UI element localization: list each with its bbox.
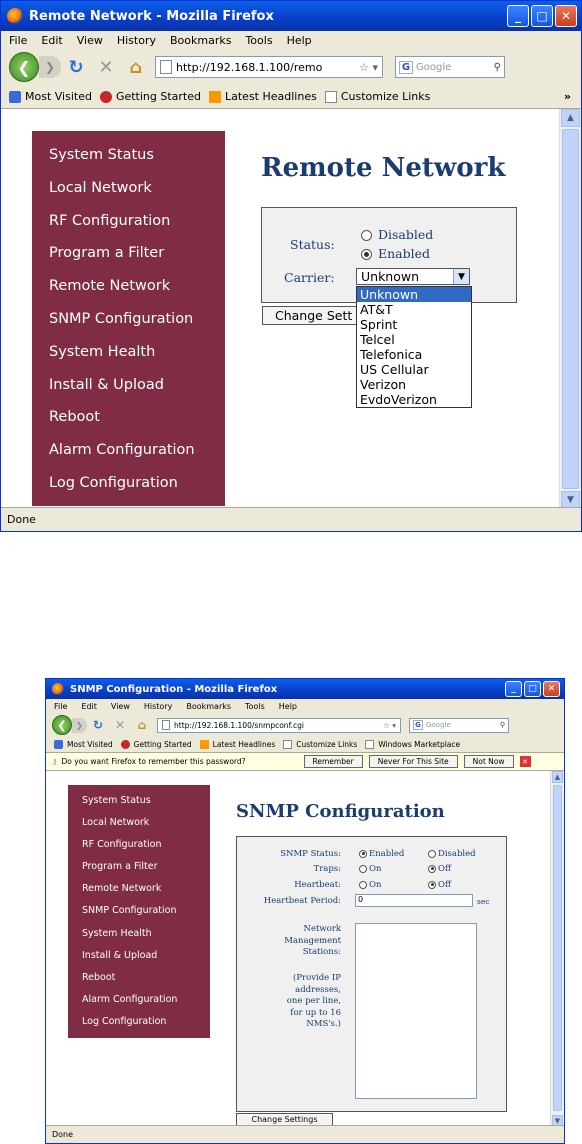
bookmark-latest-headlines[interactable]: Latest Headlines <box>209 90 317 103</box>
menu-help[interactable]: Help <box>286 33 312 47</box>
most-visited-icon <box>54 740 63 749</box>
minimize-button[interactable]: _ <box>507 5 529 27</box>
page-title: Remote Network <box>261 153 506 183</box>
status-disabled-option[interactable]: Disabled <box>361 227 433 242</box>
bookmark-customize-links[interactable]: Customize Links <box>325 90 431 103</box>
close-notification-icon[interactable]: ✕ <box>520 756 531 767</box>
sidebar-item-remote-network[interactable]: Remote Network <box>82 883 162 895</box>
sidebar-item-reboot[interactable]: Reboot <box>82 971 116 983</box>
firefox-logo-icon <box>7 8 23 24</box>
radio-traps-on[interactable] <box>359 865 367 873</box>
heartbeat-label: Heartbeat: <box>294 880 341 890</box>
browser-window-snmp-configuration <box>45 678 565 1144</box>
bookmarks-toolbar <box>46 737 564 753</box>
forward-button[interactable]: ❯ <box>72 718 87 733</box>
sidebar-item-rf-configuration[interactable]: RF Configuration <box>82 839 162 851</box>
reload-icon[interactable]: ↻ <box>92 718 104 732</box>
menu-history[interactable]: History <box>116 33 156 47</box>
sidebar-item-log-configuration[interactable]: Log Configuration <box>82 1015 167 1027</box>
carrier-dropdown-list <box>356 286 472 408</box>
sidebar-item-local-network[interactable]: Local Network <box>82 817 150 829</box>
bookmark-star-icon[interactable]: ☆ ▾ <box>359 60 378 74</box>
menu-tools[interactable]: Tools <box>245 33 273 47</box>
heartbeat-off-option[interactable]: Off <box>428 880 451 890</box>
scroll-down-icon[interactable]: ▼ <box>552 1115 563 1127</box>
sidebar-item-system-health[interactable]: System Health <box>49 343 156 360</box>
radio-heartbeat-on[interactable] <box>359 881 367 889</box>
menu-tools[interactable]: Tools <box>245 701 265 711</box>
password-prompt: Do you want Firefox to remember this password? <box>61 757 246 766</box>
search-bar[interactable] <box>395 56 505 78</box>
navigation-toolbar <box>46 713 564 737</box>
carrier-selected-value: Unknown <box>361 269 420 284</box>
bookmarks-overflow-icon[interactable]: » <box>563 90 571 103</box>
rss-icon <box>209 91 221 103</box>
key-icon: ⚷ <box>52 757 58 766</box>
heartbeat-unit: sec <box>477 897 490 906</box>
bookmark-latest-headlines[interactable]: Latest Headlines <box>200 740 276 749</box>
stop-icon[interactable]: ✕ <box>98 56 114 78</box>
nms-help-text: (Provide IP addresses, one per line, for up to 16 NMS's.) <box>286 973 341 1029</box>
status-bar <box>1 507 581 531</box>
bookmark-star-icon[interactable]: ☆ ▾ <box>383 720 396 730</box>
scroll-up-icon[interactable]: ▲ <box>552 771 563 783</box>
menu-bookmarks[interactable]: Bookmarks <box>186 701 232 711</box>
bookmark-most-visited[interactable]: Most Visited <box>54 740 113 749</box>
search-icon[interactable]: ⚲ <box>499 721 505 729</box>
maximize-button[interactable]: □ <box>531 5 553 27</box>
nms-stations-textarea[interactable] <box>355 923 477 1099</box>
menu-view[interactable]: View <box>76 33 103 47</box>
carrier-option-telefonica[interactable]: Telefonica <box>360 347 423 362</box>
search-input[interactable]: Google <box>416 61 452 73</box>
carrier-label: Carrier: <box>284 270 335 285</box>
carrier-option-sprint[interactable]: Sprint <box>360 317 398 332</box>
carrier-select[interactable] <box>356 268 470 285</box>
menu-edit[interactable]: Edit <box>41 33 63 47</box>
page-icon <box>283 740 292 749</box>
sidebar-item-snmp-configuration[interactable]: SNMP Configuration <box>49 310 194 327</box>
page-icon <box>325 91 337 103</box>
menu-bar <box>1 31 581 49</box>
bookmarks-toolbar <box>1 85 581 109</box>
getting-started-icon <box>100 91 112 103</box>
chevron-down-icon[interactable]: ▼ <box>453 269 469 284</box>
close-button[interactable]: ✕ <box>543 681 560 697</box>
most-visited-icon <box>9 91 21 103</box>
search-input[interactable]: Google <box>426 721 451 729</box>
sidebar-nav <box>32 131 225 506</box>
not-now-button[interactable]: Not Now <box>464 755 514 768</box>
url-bar[interactable] <box>157 718 401 733</box>
url-bar[interactable] <box>155 56 383 78</box>
page-icon <box>162 720 170 730</box>
radio-snmp-disabled[interactable] <box>428 850 436 858</box>
sidebar-item-alarm-configuration[interactable]: Alarm Configuration <box>82 993 178 1005</box>
carrier-option-us-cellular[interactable]: US Cellular <box>360 362 429 377</box>
window-title: Remote Network - Mozilla Firefox <box>29 8 274 24</box>
radio-disabled[interactable] <box>361 230 372 241</box>
sidebar-item-local-network[interactable]: Local Network <box>49 179 152 196</box>
home-icon[interactable]: ⌂ <box>137 718 147 732</box>
google-icon[interactable]: G <box>399 61 413 74</box>
scroll-thumb[interactable] <box>562 129 579 489</box>
scroll-thumb[interactable] <box>553 785 562 1111</box>
carrier-option-telcel[interactable]: Telcel <box>360 332 395 347</box>
google-icon[interactable]: G <box>413 720 423 730</box>
bookmark-getting-started[interactable]: Getting Started <box>121 740 192 749</box>
menu-bar <box>46 699 564 713</box>
reload-icon[interactable]: ↻ <box>68 56 84 78</box>
title-bar <box>46 679 564 699</box>
traps-label: Traps: <box>313 864 341 874</box>
status-label: Status: <box>290 237 335 252</box>
sidebar-item-remote-network[interactable]: Remote Network <box>49 278 171 295</box>
remember-button[interactable]: Remember <box>304 755 363 768</box>
status-enabled-option[interactable]: Enabled <box>361 246 430 261</box>
carrier-option-att[interactable]: AT&T <box>360 302 393 317</box>
browser-window-remote-network <box>0 0 582 532</box>
home-icon[interactable]: ⌂ <box>129 56 143 78</box>
carrier-option-verizon[interactable]: Verizon <box>360 377 407 392</box>
sidebar-item-system-health[interactable]: System Health <box>82 927 152 939</box>
getting-started-icon <box>121 740 130 749</box>
snmp-enabled-option[interactable]: Enabled <box>359 849 404 859</box>
radio-snmp-enabled[interactable] <box>359 850 367 858</box>
sidebar-item-reboot[interactable]: Reboot <box>49 409 100 426</box>
page-content <box>1 109 559 509</box>
carrier-option-evdoverizon[interactable]: EvdoVerizon <box>360 392 437 407</box>
minimize-button[interactable]: _ <box>505 681 522 697</box>
sidebar-item-program-filter[interactable]: Program a Filter <box>49 245 165 262</box>
sidebar-item-log-configuration[interactable]: Log Configuration <box>49 474 178 491</box>
change-settings-button[interactable]: Change Sett <box>262 306 362 325</box>
bookmark-getting-started[interactable]: Getting Started <box>100 90 201 103</box>
menu-edit[interactable]: Edit <box>81 701 97 711</box>
close-button[interactable]: ✕ <box>555 5 577 27</box>
status-text: Done <box>52 1130 74 1139</box>
scroll-up-icon[interactable]: ▲ <box>561 109 580 127</box>
search-icon[interactable]: ⚲ <box>493 61 501 73</box>
nms-label: Network Management Stations: <box>284 924 341 957</box>
sidebar-item-system-status[interactable]: System Status <box>82 795 151 806</box>
radio-enabled[interactable] <box>361 249 372 260</box>
sidebar-item-install-upload[interactable]: Install & Upload <box>82 949 158 961</box>
maximize-button[interactable]: □ <box>524 681 541 697</box>
radio-traps-off[interactable] <box>428 865 436 873</box>
change-settings-button[interactable]: Change Settings <box>236 1113 333 1126</box>
title-bar <box>1 1 581 31</box>
url-text: http://192.168.1.100/snmpconf.cgi <box>174 720 305 730</box>
bookmark-windows-marketplace[interactable]: Windows Marketplace <box>365 740 460 749</box>
page-title: SNMP Configuration <box>236 801 445 822</box>
radio-heartbeat-off[interactable] <box>428 881 436 889</box>
traps-on-option[interactable]: On <box>359 864 381 874</box>
sidebar-item-system-status[interactable]: System Status <box>49 147 154 163</box>
page-icon <box>365 740 374 749</box>
menu-file[interactable]: File <box>9 33 28 47</box>
sidebar-item-alarm-configuration[interactable]: Alarm Configuration <box>49 442 195 459</box>
search-bar[interactable] <box>409 718 509 733</box>
snmp-disabled-option[interactable]: Disabled <box>428 849 476 859</box>
sidebar-item-rf-configuration[interactable]: RF Configuration <box>49 212 171 229</box>
menu-file[interactable]: File <box>54 701 68 711</box>
status-text: Done <box>7 513 36 526</box>
traps-off-option[interactable]: Off <box>428 864 451 874</box>
sidebar-item-program-filter[interactable]: Program a Filter <box>82 861 158 873</box>
snmp-status-label: SNMP Status: <box>280 849 341 859</box>
password-notification-bar <box>46 753 564 771</box>
heartbeat-period-label: Heartbeat Period: <box>263 896 341 906</box>
sidebar-item-install-upload[interactable]: Install & Upload <box>49 376 164 393</box>
back-button[interactable]: ❮ <box>52 715 72 735</box>
heartbeat-period-input[interactable]: 0 <box>355 894 473 907</box>
sidebar-item-snmp-configuration[interactable]: SNMP Configuration <box>82 905 177 917</box>
page-icon <box>160 60 172 74</box>
vertical-scrollbar[interactable] <box>559 109 581 509</box>
stop-icon[interactable]: ✕ <box>114 718 126 732</box>
bookmark-customize-links[interactable]: Customize Links <box>283 740 357 749</box>
never-for-this-site-button[interactable]: Never For This Site <box>369 755 458 768</box>
menu-bookmarks[interactable]: Bookmarks <box>169 33 232 47</box>
window-title: SNMP Configuration - Mozilla Firefox <box>70 683 278 695</box>
forward-button[interactable]: ❯ <box>39 56 61 78</box>
vertical-scrollbar[interactable] <box>550 771 564 1127</box>
heartbeat-on-option[interactable]: On <box>359 880 381 890</box>
status-bar <box>46 1125 564 1143</box>
back-button[interactable]: ❮ <box>9 52 39 82</box>
sidebar-nav <box>68 785 210 1038</box>
navigation-toolbar <box>1 49 581 85</box>
menu-view[interactable]: View <box>110 701 130 711</box>
snmp-form <box>236 836 507 1112</box>
scroll-down-icon[interactable]: ▼ <box>561 491 580 509</box>
url-text: http://192.168.1.100/remo <box>176 60 323 74</box>
bookmark-most-visited[interactable]: Most Visited <box>9 90 92 103</box>
carrier-option-unknown[interactable]: Unknown <box>357 287 471 302</box>
menu-help[interactable]: Help <box>278 701 298 711</box>
menu-history[interactable]: History <box>143 701 173 711</box>
page-content <box>46 771 552 1127</box>
rss-icon <box>200 740 209 749</box>
firefox-logo-icon <box>52 683 64 695</box>
